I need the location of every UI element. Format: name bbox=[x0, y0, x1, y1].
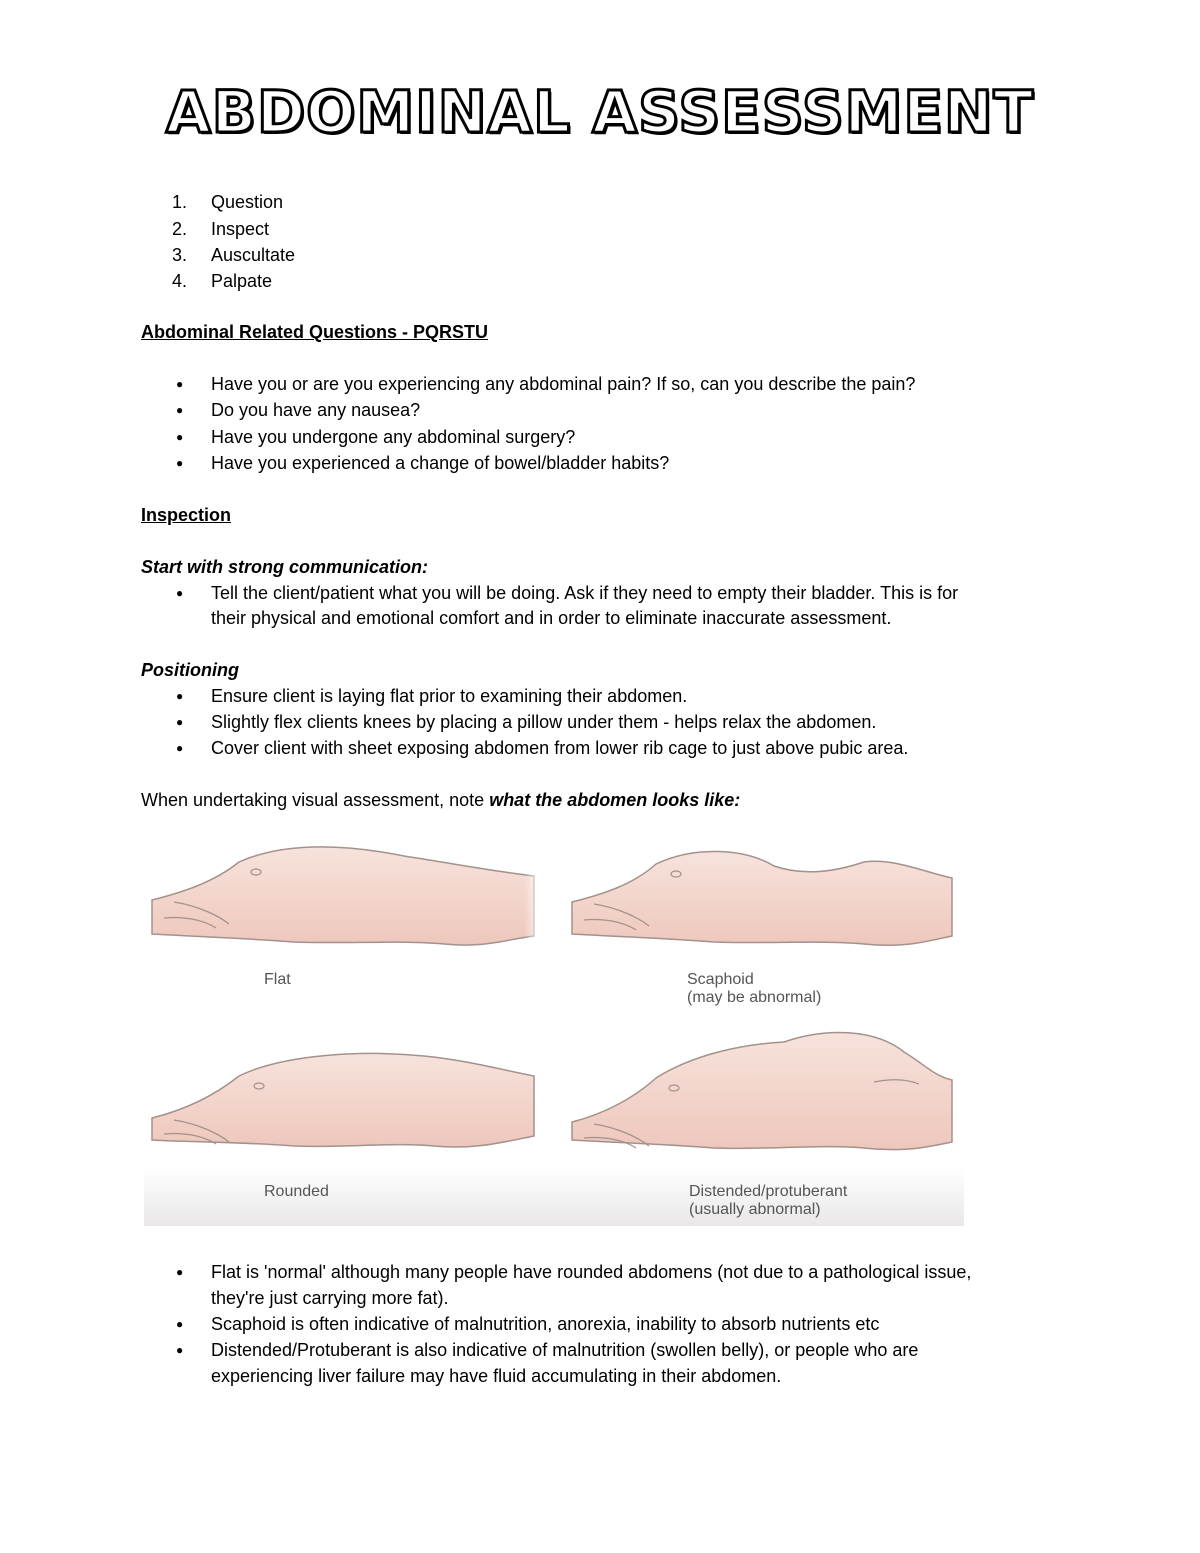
note-line: Distended/Protuberant is also indicative of malnutrition (swollen belly), or people who are bbox=[211, 1340, 919, 1360]
bullet-icon: ● bbox=[176, 586, 184, 600]
question-item: Have you undergone any abdominal surgery? bbox=[211, 427, 576, 447]
note-line: experiencing liver failure may have fluid accumulating in their abdomen. bbox=[211, 1366, 782, 1386]
positioning-subheading: Positioning bbox=[141, 660, 239, 680]
positioning-item: Ensure client is laying flat prior to examining their abdomen. bbox=[211, 686, 688, 706]
bullet-icon: ● bbox=[176, 456, 184, 470]
step-number: 1. bbox=[172, 192, 188, 212]
question-item: Have you experienced a change of bowel/bladder habits? bbox=[211, 453, 670, 473]
rounded-label: Rounded bbox=[264, 1183, 329, 1200]
step-text: Inspect bbox=[211, 219, 270, 239]
bullet-icon: ● bbox=[176, 1343, 184, 1357]
step-number: 4. bbox=[172, 271, 188, 291]
bullet-icon: ● bbox=[176, 689, 184, 703]
communication-item-line: their physical and emotional comfort and in order to eliminate inaccurate assessment. bbox=[211, 608, 892, 628]
note-line: Scaphoid is often indicative of malnutrition, anorexia, inability to absorb nutrients etc bbox=[211, 1314, 880, 1334]
step-number: 3. bbox=[172, 245, 188, 265]
positioning-item: Slightly flex clients knees by placing a pillow under them - helps relax the abdomen. bbox=[211, 712, 877, 732]
communication-subheading: Start with strong communication: bbox=[141, 557, 429, 577]
bullet-icon: ● bbox=[176, 377, 184, 391]
flat-abdomen-figure bbox=[152, 847, 544, 988]
inspection-heading: Inspection bbox=[141, 505, 232, 525]
questions-heading: Abdominal Related Questions - PQRSTU bbox=[141, 322, 489, 342]
question-item: Have you or are you experiencing any abdominal pain? If so, can you describe the pain? bbox=[211, 374, 916, 394]
step-number: 2. bbox=[172, 219, 188, 239]
bullet-icon: ● bbox=[176, 430, 184, 444]
question-item: Do you have any nausea? bbox=[211, 400, 421, 420]
bullet-icon: ● bbox=[176, 715, 184, 729]
distended-note: (usually abnormal) bbox=[689, 1201, 821, 1218]
scaphoid-abdomen-figure bbox=[572, 851, 952, 1006]
step-text: Auscultate bbox=[211, 245, 296, 265]
bullet-icon: ● bbox=[176, 1317, 184, 1331]
visual-intro-emphasis: what the abdomen looks like: bbox=[489, 790, 741, 810]
scaphoid-note: (may be abnormal) bbox=[687, 989, 822, 1006]
positioning-item: Cover client with sheet exposing abdomen from lower rib cage to just above pubic area. bbox=[211, 738, 909, 758]
visual-intro bbox=[141, 787, 740, 813]
step-text: Palpate bbox=[211, 271, 273, 291]
visual-intro-text: When undertaking visual assessment, note bbox=[141, 790, 490, 810]
page-title: ABDOMINAL ASSESSMENT bbox=[165, 78, 1035, 146]
note-line: Flat is 'normal' although many people have rounded abdomens (not due to a pathological issue, bbox=[211, 1262, 972, 1282]
bullet-icon: ● bbox=[176, 403, 184, 417]
distended-label: Distended/protuberant bbox=[689, 1183, 848, 1200]
note-line: they're just carrying more fat). bbox=[211, 1288, 449, 1308]
abdomen-shapes-illustration bbox=[144, 832, 964, 1226]
scaphoid-label: Scaphoid bbox=[687, 971, 754, 988]
flat-label: Flat bbox=[264, 971, 291, 988]
communication-item-line: Tell the client/patient what you will be doing. Ask if they need to empty their bladder. This is for bbox=[211, 583, 959, 603]
step-text: Question bbox=[211, 192, 284, 212]
bullet-icon: ● bbox=[176, 741, 184, 755]
bullet-icon: ● bbox=[176, 1265, 184, 1279]
